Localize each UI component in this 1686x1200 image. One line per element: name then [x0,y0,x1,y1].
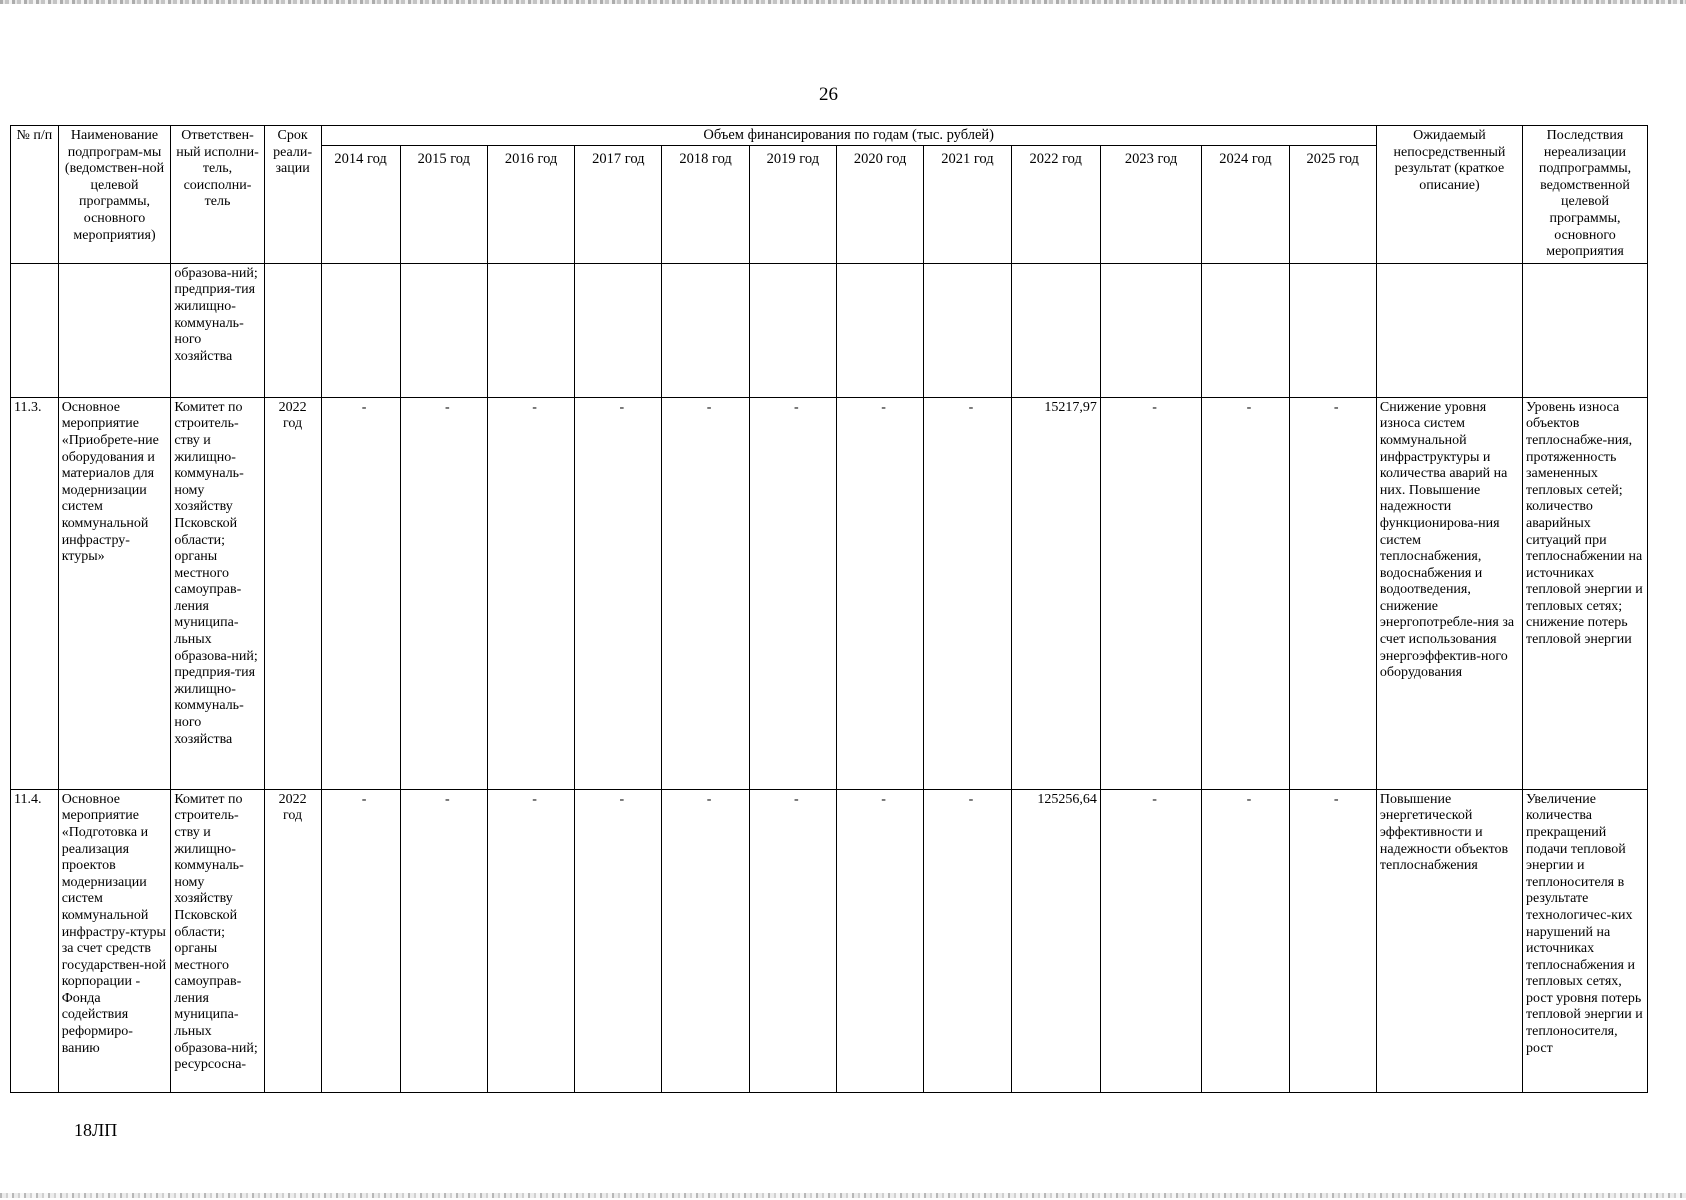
row-value: - [321,397,400,789]
header-name: Наименование подпрограм-мы (ведомствен-ной целевой программы, основного мероприятия) [58,126,171,264]
header-year: 2019 год [749,145,836,263]
row-value [662,263,749,397]
row-value: - [1100,397,1201,789]
row-term: 2022 год [264,397,321,789]
header-result: Ожидаемый непосредственный результат (краткое описание) [1376,126,1522,264]
row-value: - [321,789,400,1092]
row-consequences [1523,263,1648,397]
row-value: - [837,789,924,1092]
row-term [264,263,321,397]
row-value [1202,263,1289,397]
row-result: Повышение энергетической эффективности и надежности объектов теплоснабжения [1376,789,1522,1092]
row-num: 11.4. [11,789,59,1092]
row-value [487,263,574,397]
row-value: - [487,397,574,789]
row-num: 11.3. [11,397,59,789]
row-value: - [1202,397,1289,789]
row-value: - [749,397,836,789]
row-value [400,263,487,397]
row-result: Снижение уровня износа систем коммунальной инфраструктуры и количества аварий на них. Повышение надежности функционирова-ния систем теплоснабжения, водоснабжения и водоотведения, снижение энергопотребле-ния за счет использования энергоэффектив-ного оборудования [1376,397,1522,789]
header-year: 2022 год [1011,145,1100,263]
header-year: 2020 год [837,145,924,263]
row-value: - [1202,789,1289,1092]
row-responsible: Комитет по строитель-ству и жилищно-коммуналь-ному хозяйству Псковской области; органы местного самоуправ-ления муниципа-льных образова-ний; ресурсосна- [171,789,264,1092]
row-value: - [1100,789,1201,1092]
row-value: - [400,397,487,789]
row-name: Основное мероприятие «Подготовка и реализация проектов модернизации систем коммунальной инфрастру-ктуры за счет средств государствен-ной корпорации - Фонда содействия реформиро-ванию [58,789,171,1092]
header-year: 2014 год [321,145,400,263]
table-row [11,263,1648,397]
row-value [575,263,662,397]
row-value [321,263,400,397]
row-value: - [924,397,1011,789]
row-value: - [837,397,924,789]
row-responsible: образова-ний; предприя-тия жилищно-коммуналь-ного хозяйства [171,263,264,397]
row-consequences: Увеличение количества прекращений подачи тепловой энергии и теплоносителя в результате технологичес-ких нарушений на источниках теплоснабжения и тепловых сетях, рост уровня потерь тепловой энергии и теплоносителя, рост [1523,789,1648,1092]
funding-table [10,125,1648,1093]
row-value: - [1289,397,1376,789]
row-value: - [487,789,574,1092]
row-result [1376,263,1522,397]
row-value: - [924,789,1011,1092]
row-value: - [749,789,836,1092]
row-value: - [662,789,749,1092]
scan-edge-top [0,0,1686,4]
header-year: 2025 год [1289,145,1376,263]
header-responsible: Ответствен-ный исполни-тель, соисполни-тель [171,126,264,264]
header-year: 2017 год [575,145,662,263]
header-row [11,126,1648,146]
row-value [1011,263,1100,397]
row-consequences: Уровень износа объектов теплоснабже-ния, протяженность замененных тепловых сетей; количество аварийных ситуаций при теплоснабжении на источниках тепловой энергии и тепловых сетях; снижение потерь тепловой энергии [1523,397,1648,789]
row-value [1100,263,1201,397]
row-value [749,263,836,397]
row-name: Основное мероприятие «Приобрете-ние оборудования и материалов для модернизации систем коммунальной инфрастру-ктуры» [58,397,171,789]
row-value: - [662,397,749,789]
table-row [11,397,1648,789]
row-term: 2022 год [264,789,321,1092]
header-year: 2016 год [487,145,574,263]
row-value: - [1289,789,1376,1092]
row-value [1289,263,1376,397]
header-year: 2024 год [1202,145,1289,263]
footer-code: 18ЛП [74,1120,118,1140]
header-year: 2023 год [1100,145,1201,263]
header-term: Срок реали-зации [264,126,321,264]
row-value: - [400,789,487,1092]
row-value: 15217,97 [1011,397,1100,789]
header-year: 2015 год [400,145,487,263]
row-value: 125256,64 [1011,789,1100,1092]
row-value: - [575,397,662,789]
row-value: - [575,789,662,1092]
header-consequences: Последствия нереализации подпрограммы, ведомственной целевой программы, основного мероприятия [1523,126,1648,264]
table-row [11,789,1648,1092]
row-value [837,263,924,397]
page-number: 26 [819,84,838,105]
row-name [58,263,171,397]
row-value [924,263,1011,397]
row-responsible: Комитет по строитель-ству и жилищно-коммуналь-ному хозяйству Псковской области; органы местного самоуправ-ления муниципа-льных образова-ний; предприя-тия жилищно-коммуналь-ного хозяйства [171,397,264,789]
header-num: № п/п [11,126,59,264]
header-year: 2021 год [924,145,1011,263]
scan-edge-bottom [0,1193,1686,1198]
header-funding-group: Объем финансирования по годам (тыс. рублей) [321,126,1376,146]
header-year: 2018 год [662,145,749,263]
row-num [11,263,59,397]
